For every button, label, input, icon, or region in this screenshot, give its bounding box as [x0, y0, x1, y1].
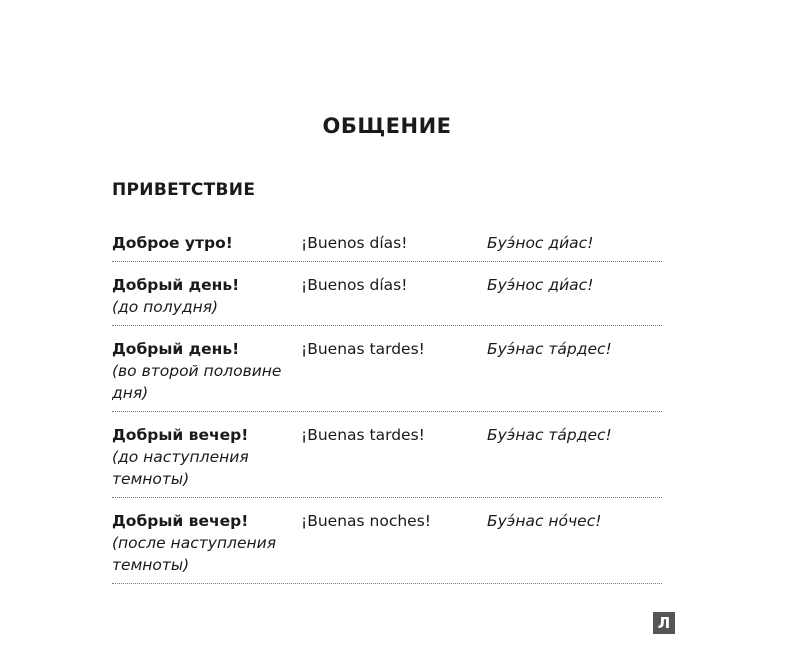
phrase-row [112, 504, 662, 584]
publisher-logo: Л [653, 612, 675, 634]
usage-note: (после наступления темноты) [112, 534, 277, 574]
usage-note: (до полудня) [112, 298, 219, 316]
russian-phrase: Добрый день! [112, 340, 240, 358]
usage-note: (во второй половине дня) [112, 362, 282, 402]
transliteration: Буэ́нас но́чес! [487, 512, 602, 530]
phrase-row [112, 418, 662, 498]
spanish-phrase: ¡Buenos días! [301, 276, 408, 294]
phrase-table [112, 226, 662, 584]
spanish-phrase: ¡Buenas tardes! [301, 340, 425, 358]
russian-cell [112, 232, 301, 254]
russian-cell [112, 274, 301, 318]
section-title: ПРИВЕТСТВИЕ [112, 180, 256, 200]
russian-phrase: Добрый день! [112, 276, 240, 294]
russian-phrase: Добрый вечер! [112, 426, 249, 444]
russian-cell [112, 510, 301, 576]
transliteration: Буэ́нас та́рдес! [487, 340, 612, 358]
transliteration: Буэ́нос ди́ас! [487, 276, 594, 294]
page-title: ОБЩЕНИЕ [322, 114, 452, 138]
russian-cell [112, 338, 301, 404]
russian-phrase: Добрый вечер! [112, 512, 249, 530]
phrase-row [112, 332, 662, 412]
usage-note: (до наступления темноты) [112, 448, 249, 488]
phrase-row [112, 268, 662, 326]
spanish-phrase: ¡Buenas noches! [301, 512, 432, 530]
russian-phrase: Доброе утро! [112, 234, 233, 252]
phrase-row [112, 226, 662, 262]
transliteration: Буэ́нас та́рдес! [487, 426, 612, 444]
russian-cell [112, 424, 301, 490]
spanish-phrase: ¡Buenas tardes! [301, 426, 425, 444]
spanish-phrase: ¡Buenos días! [301, 234, 408, 252]
transliteration: Буэ́нос ди́ас! [487, 234, 594, 252]
